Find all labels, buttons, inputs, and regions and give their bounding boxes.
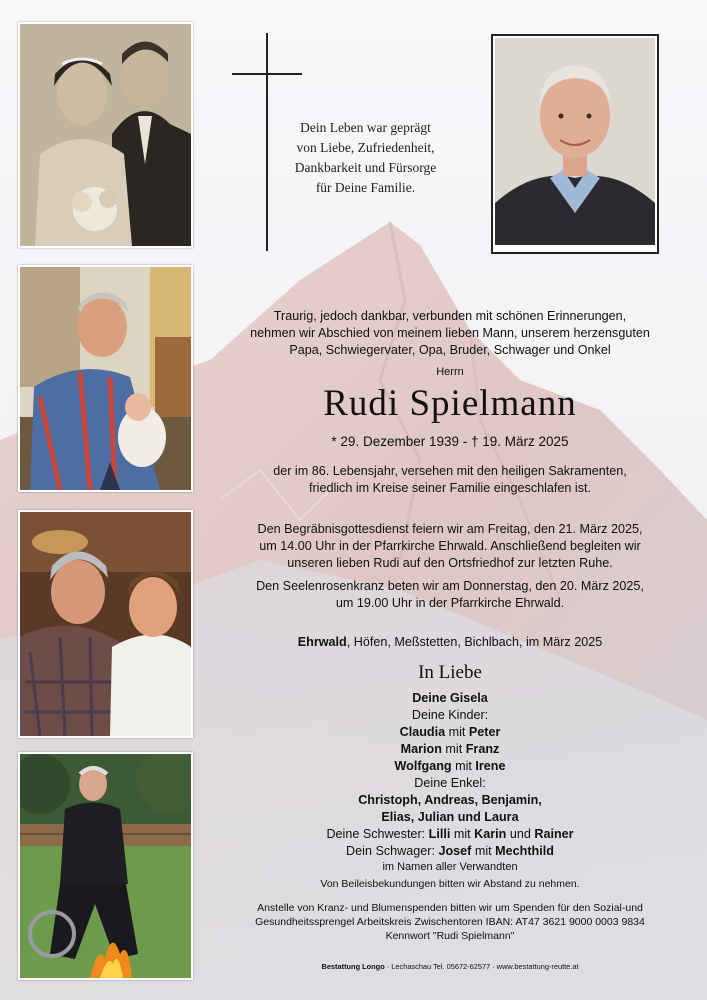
memorial-quote [278,118,453,198]
quote-line: für Deine Familie. [315,180,416,195]
couple-photo [18,510,193,738]
intro-line: Traurig, jedoch dankbar, verbunden mit schönen Erinnerungen, [273,309,627,323]
footer-contact: · Lechaschau Tel. 05672-62577 · www.bestattung-reutte.at [384,962,579,971]
wedding-photo [18,22,193,248]
intro-line: nehmen wir Abschied von meinem lieben Mann, unserem herzensguten [250,326,650,340]
quote-line: Dein Leben war geprägt [300,120,431,135]
places-town: Ehrwald [297,635,347,649]
family-list [230,690,670,874]
portrait-photo [491,34,659,254]
condolence-note: Von Beileisbekundungen bitten wir Abstand zu nehmen. [320,878,580,890]
salutation: Herrn [436,366,464,378]
funeral-line: um 14.00 Uhr in der Pfarrkirche Ehrwald. Anschließend begleiten wir [259,539,641,553]
funeral-line: unseren lieben Rudi auf den Ortsfriedhof zur letzten Ruhe. [287,556,613,570]
quote-line: Dankbarkeit und Fürsorge [294,160,437,175]
child-line: Marion mit Franz [400,742,500,756]
sister-line: Deine Schwester: Lilli mit Karin und Rainer [326,827,574,841]
cross-vertical [266,33,268,251]
in-love-heading: In Liebe [418,662,482,683]
passing-line: der im 86. Lebensjahr, versehen mit den heiligen Sakramenten, [273,464,627,478]
funeral-line: Den Begräbnisgottesdienst feiern wir am Freitag, den 21. März 2025, [257,522,643,536]
cross-horizontal [232,73,302,75]
rosary-line: Den Seelenrosenkranz beten wir am Donnerstag, den 20. März 2025, [256,579,644,593]
child-line: Claudia mit Peter [399,725,501,739]
quote-line: von Liebe, Zufriedenheit, [296,140,435,155]
donation-line: Kennwort "Rudi Spielmann" [385,930,515,942]
donation-note [230,901,670,943]
life-dates: * 29. Dezember 1939 - † 19. März 2025 [331,434,569,449]
rosary-info [230,578,670,612]
grandchild-photo [18,265,193,492]
donation-line: Gesundheitssprengel Arbeitskreis Zwischentoren IBAN: AT47 3621 9000 0003 9834 [255,916,645,928]
grandchildren-line: Christoph, Andreas, Benjamin, [358,793,542,807]
passing-text [230,463,670,497]
places-date [230,634,670,651]
child-line: Wolfgang mit Irene [394,759,506,773]
grandchildren-label: Deine Enkel: [414,776,486,790]
garden-photo [18,752,193,980]
announcement-intro [230,308,670,359]
funeral-info [230,521,670,572]
grandchildren-line: Elias, Julian und Laura [381,810,519,824]
brother-in-law-line: Dein Schwager: Josef mit Mechthild [346,844,554,858]
wife: Deine Gisela [412,691,488,705]
rosary-line: um 19.00 Uhr in der Pfarrkirche Ehrwald. [335,596,565,610]
intro-line: Papa, Schwiegervater, Opa, Bruder, Schwager und Onkel [289,343,611,357]
footer-funeral-home [230,962,670,971]
passing-line: friedlich im Kreise seiner Familie eingeschlafen ist. [308,481,592,495]
donation-line: Anstelle von Kranz- und Blumenspenden bitten wir um Spenden für den Sozial-und [257,902,643,914]
children-label: Deine Kinder: [411,708,489,722]
relatives-note: im Namen aller Verwandten [382,861,518,873]
deceased-name: Rudi Spielmann [323,383,577,424]
footer-company: Bestattung Longo [321,962,385,971]
places-rest: , Höfen, Meßstetten, Bichlbach, im März 2025 [346,635,603,649]
